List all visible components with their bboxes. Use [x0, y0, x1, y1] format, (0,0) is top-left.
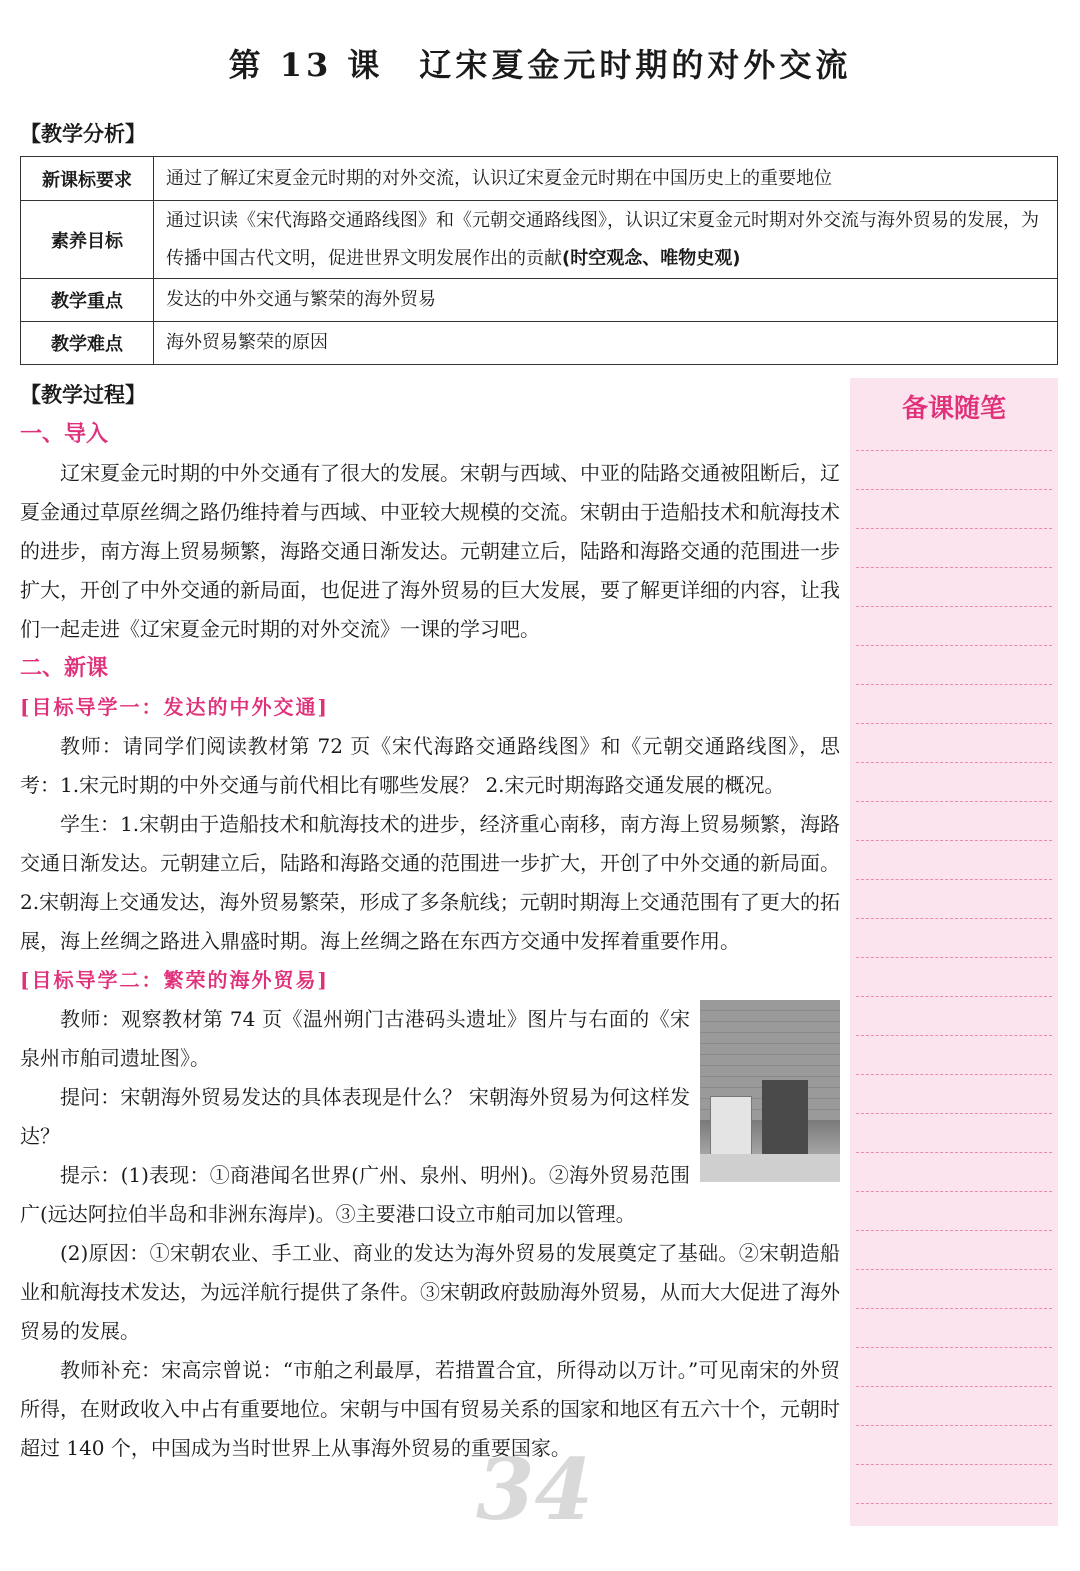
- goal2-teacher: 教师：观察教材第 74 页《温州朔门古港码头遗址》图片与右面的《宋泉州市舶司遗址图》。: [20, 1007, 690, 1070]
- main-content: [20, 376, 840, 1468]
- page-number: 34: [476, 1440, 593, 1539]
- notes-rule-line: [856, 1191, 1052, 1192]
- notes-rule-line: [856, 801, 1052, 802]
- notes-rule-line: [856, 528, 1052, 529]
- notes-rule-line: [856, 1386, 1052, 1387]
- goal1-student: 学生：1.宋朝由于造船技术和航海技术的进步，经济重心南移，南方海上贸易频繁，海路交通日渐发达。元朝建立后，陆路和海路交通的范围进一步扩大，开创了中外交通的新局面。2.宋朝海上交通发达，海外贸易繁荣，形成了多条航线；元朝时期海上交通范围有了更大的拓展，海上丝绸之路进入鼎盛时期。海上丝绸之路在东西方交通中发挥着重要作用。: [20, 812, 840, 953]
- notes-rule-line: [856, 723, 1052, 724]
- goal2-question: 提问：宋朝海外贸易发达的具体表现是什么？ 宋朝海外贸易为何这样发达？: [20, 1085, 690, 1148]
- notes-rule-line: [856, 1464, 1052, 1465]
- notes-rule-line: [856, 1074, 1052, 1075]
- notes-rule-line: [856, 1113, 1052, 1114]
- table-row: [21, 279, 1058, 322]
- notes-rule-line: [856, 879, 1052, 880]
- analysis-heading: 【教学分析】: [20, 122, 146, 146]
- photo-ground: [700, 1154, 840, 1182]
- notes-rule-line: [856, 840, 1052, 841]
- new-lesson-heading: 二、新课: [20, 656, 109, 681]
- row-label: 素养目标: [21, 201, 154, 279]
- row-content-text: 通过识读《宋代海路交通路线图》和《元朝交通路线图》，认识辽宋夏金元时期对外交流与海外贸易的发展，为传播中国古代文明，促进世界文明发展作出的贡献: [166, 209, 1039, 269]
- intro-heading: 一、导入: [20, 422, 109, 447]
- row-label: 新课标要求: [21, 157, 154, 201]
- goal2-heading: [目标导学二：繁荣的海外贸易]: [20, 968, 329, 992]
- quanzhou-shibosi-photo: [700, 1000, 840, 1182]
- notes-rule-line: [856, 1503, 1052, 1504]
- goal2-hint1: 提示：(1)表现：①商港闻名世界(广州、泉州、明州)。②海外贸易范围广(远达阿拉伯半岛和非洲东海岸)。③主要港口设立市舶司加以管理。: [20, 1163, 690, 1226]
- intro-paragraph: 辽宋夏金元时期的中外交通有了很大的发展。宋朝与西域、中亚的陆路交通被阻断后，辽夏金通过草原丝绸之路仍维持着与西域、中亚较大规模的交流。宋朝由于造船技术和航海技术的进步，南方海上贸易频繁，海路交通日渐发达。元朝建立后，陆路和海路交通的范围进一步扩大，开创了中外交通的新局面，也促进了海外贸易的巨大发展，要了解更详细的内容，让我们一起走进《辽宋夏金元时期的对外交流》一课的学习吧。: [20, 461, 840, 641]
- notes-panel-title: 备课随笔: [901, 394, 1006, 424]
- notes-rule-line: [856, 1230, 1052, 1231]
- notes-rule-line: [856, 567, 1052, 568]
- row-label: 教学难点: [21, 322, 154, 365]
- page-title: 第 13 课 辽宋夏金元时期的对外交流: [228, 46, 852, 84]
- notes-panel: [850, 378, 1058, 1526]
- photo-stele: [762, 1080, 808, 1160]
- notes-rule-line: [856, 762, 1052, 763]
- notes-rule-line: [856, 489, 1052, 490]
- table-row: [21, 201, 1058, 279]
- row-content: [154, 201, 1058, 279]
- notes-rule-line: [856, 450, 1052, 451]
- notes-rule-line: [856, 918, 1052, 919]
- goal2-hint2: (2)原因：①宋朝农业、手工业、商业的发达为海外贸易的发展奠定了基础。②宋朝造船业和航海技术发达，为远洋航行提供了条件。③宋朝政府鼓励海外贸易，从而大大促进了海外贸易的发展。: [20, 1241, 840, 1343]
- table-row: [21, 322, 1058, 365]
- notes-rule-line: [856, 996, 1052, 997]
- notes-rule-line: [856, 1347, 1052, 1348]
- goal2-supplement: 教师补充：宋高宗曾说：“市舶之利最厚，若措置合宜，所得动以万计。”可见南宋的外贸所得，在财政收入中占有重要地位。宋朝与中国有贸易关系的国家和地区有五六十个，元朝时超过 140 个，中国成为当时世界上从事海外贸易的重要国家。: [20, 1358, 840, 1460]
- notes-rule-line: [856, 1308, 1052, 1309]
- notes-rule-line: [856, 684, 1052, 685]
- row-content: 发达的中外交通与繁荣的海外贸易: [154, 279, 1058, 322]
- row-content: 通过了解辽宋夏金元时期的对外交流，认识辽宋夏金元时期在中国历史上的重要地位: [154, 157, 1058, 201]
- process-heading: 【教学过程】: [20, 383, 146, 407]
- goal1-heading: [目标导学一：发达的中外交通]: [20, 695, 329, 719]
- notes-rule-line: [856, 957, 1052, 958]
- notes-rule-line: [856, 1269, 1052, 1270]
- goal1-teacher: 教师：请同学们阅读教材第 72 页《宋代海路交通路线图》和《元朝交通路线图》，思考：1.宋元时期的中外交通与前代相比有哪些发展？ 2.宋元时期海路交通发展的概况。: [20, 734, 840, 797]
- analysis-table: [20, 156, 1058, 365]
- notes-rule-line: [856, 1152, 1052, 1153]
- notes-rule-line: [856, 606, 1052, 607]
- notes-rule-line: [856, 1035, 1052, 1036]
- row-label: 教学重点: [21, 279, 154, 322]
- row-content: 海外贸易繁荣的原因: [154, 322, 1058, 365]
- notes-rule-line: [856, 1425, 1052, 1426]
- table-row: [21, 157, 1058, 201]
- competency-tags: (时空观念、唯物史观): [562, 247, 741, 269]
- notes-rule-line: [856, 645, 1052, 646]
